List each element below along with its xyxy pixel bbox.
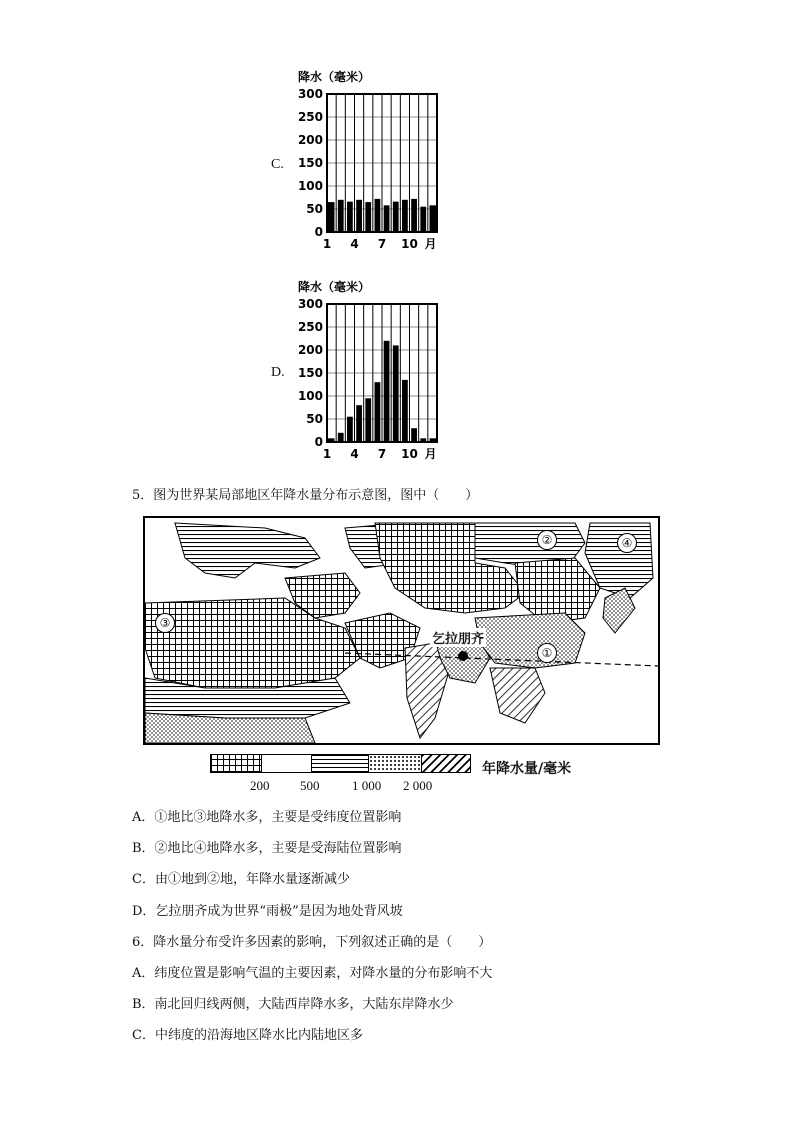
y-tick-label: 200 (297, 343, 323, 357)
legend-tick-2000: 2 000 (403, 778, 433, 793)
y-tick-label: 250 (297, 320, 323, 334)
chart-d-svg (290, 280, 460, 465)
legend-swatch-dots (368, 754, 422, 773)
city-label: 乞拉朋齐 (430, 628, 486, 647)
q5-option-a: A．①地比③地降水多，主要是受纬度位置影响 (132, 810, 402, 825)
chart-c-svg (290, 70, 450, 255)
precipitation-map (143, 516, 660, 745)
legend-swatch-grid (210, 754, 262, 773)
map-marker-3: ③ (155, 613, 175, 633)
question-5-stem: 5．图为世界某局部地区年降水量分布示意图，图中（ ） (132, 488, 479, 503)
y-tick-label: 250 (297, 110, 323, 124)
map-region-africa-dots (145, 713, 315, 743)
x-tick-label: 月 (424, 447, 437, 461)
chart-d (290, 280, 460, 469)
map-region-europe-hlines (175, 523, 320, 578)
map-marker-4: ④ (617, 533, 637, 553)
legend-tick-500: 500 (300, 778, 320, 793)
y-axis-label: 降水（毫米） (298, 280, 371, 294)
y-tick-label: 50 (306, 412, 323, 426)
map-region-china-east-dots (475, 613, 585, 668)
legend-tick-1000: 1 000 (352, 778, 382, 793)
city-dot (458, 651, 468, 661)
y-tick-label: 200 (297, 133, 323, 147)
legend-swatch-hlines (311, 754, 369, 773)
question-6-stem: 6．降水量分布受许多因素的影响，下列叙述正确的是（ ） (132, 935, 492, 950)
x-tick-label: 10 (401, 237, 418, 251)
precipitation-map-svg (145, 518, 658, 743)
y-axis-label: 降水（毫米） (298, 70, 371, 84)
q6-option-a: A．纬度位置是影响气温的主要因素，对降水量的分布影响不大 (132, 966, 493, 981)
x-tick-label: 1 (322, 447, 332, 461)
q5-option-d: D．乞拉朋齐成为世界“雨极”是因为地处背风坡 (132, 904, 403, 919)
y-tick-label: 0 (314, 435, 323, 449)
legend-swatch-blank (261, 754, 312, 773)
x-tick-label: 月 (424, 237, 437, 251)
x-tick-label: 7 (377, 447, 387, 461)
y-tick-label: 150 (297, 366, 323, 380)
x-tick-label: 4 (350, 237, 359, 251)
y-tick-label: 300 (297, 297, 323, 311)
chart-c-option-letter: C. (271, 157, 284, 172)
y-tick-label: 100 (297, 179, 323, 193)
y-tick-label: 300 (297, 87, 323, 101)
y-tick-label: 100 (297, 389, 323, 403)
legend-title: 年降水量/毫米 (482, 761, 572, 777)
x-tick-label: 7 (377, 237, 387, 251)
y-tick-label: 150 (297, 156, 323, 170)
map-marker-2: ② (537, 530, 557, 550)
q5-option-b: B．②地比④地降水多，主要是受海陆位置影响 (132, 841, 402, 856)
x-tick-label: 1 (322, 237, 332, 251)
map-marker-1: ① (537, 643, 557, 663)
x-tick-label: 10 (401, 447, 418, 461)
y-tick-label: 50 (306, 202, 323, 216)
map-region-indochina-diag (490, 668, 545, 723)
q6-option-c: C．中纬度的沿海地区降水比内陆地区多 (132, 1028, 363, 1043)
legend-tick-200: 200 (250, 778, 270, 793)
x-tick-label: 4 (350, 447, 359, 461)
y-tick-label: 0 (314, 225, 323, 239)
legend-swatch-diag (421, 754, 471, 773)
chart-d-option-letter: D. (271, 365, 285, 380)
chart-c (290, 70, 450, 259)
q5-option-c: C．由①地到②地，年降水量逐渐减少 (132, 872, 350, 887)
q6-option-b: B．南北回归线两侧，大陆西岸降水多，大陆东岸降水少 (132, 997, 454, 1012)
